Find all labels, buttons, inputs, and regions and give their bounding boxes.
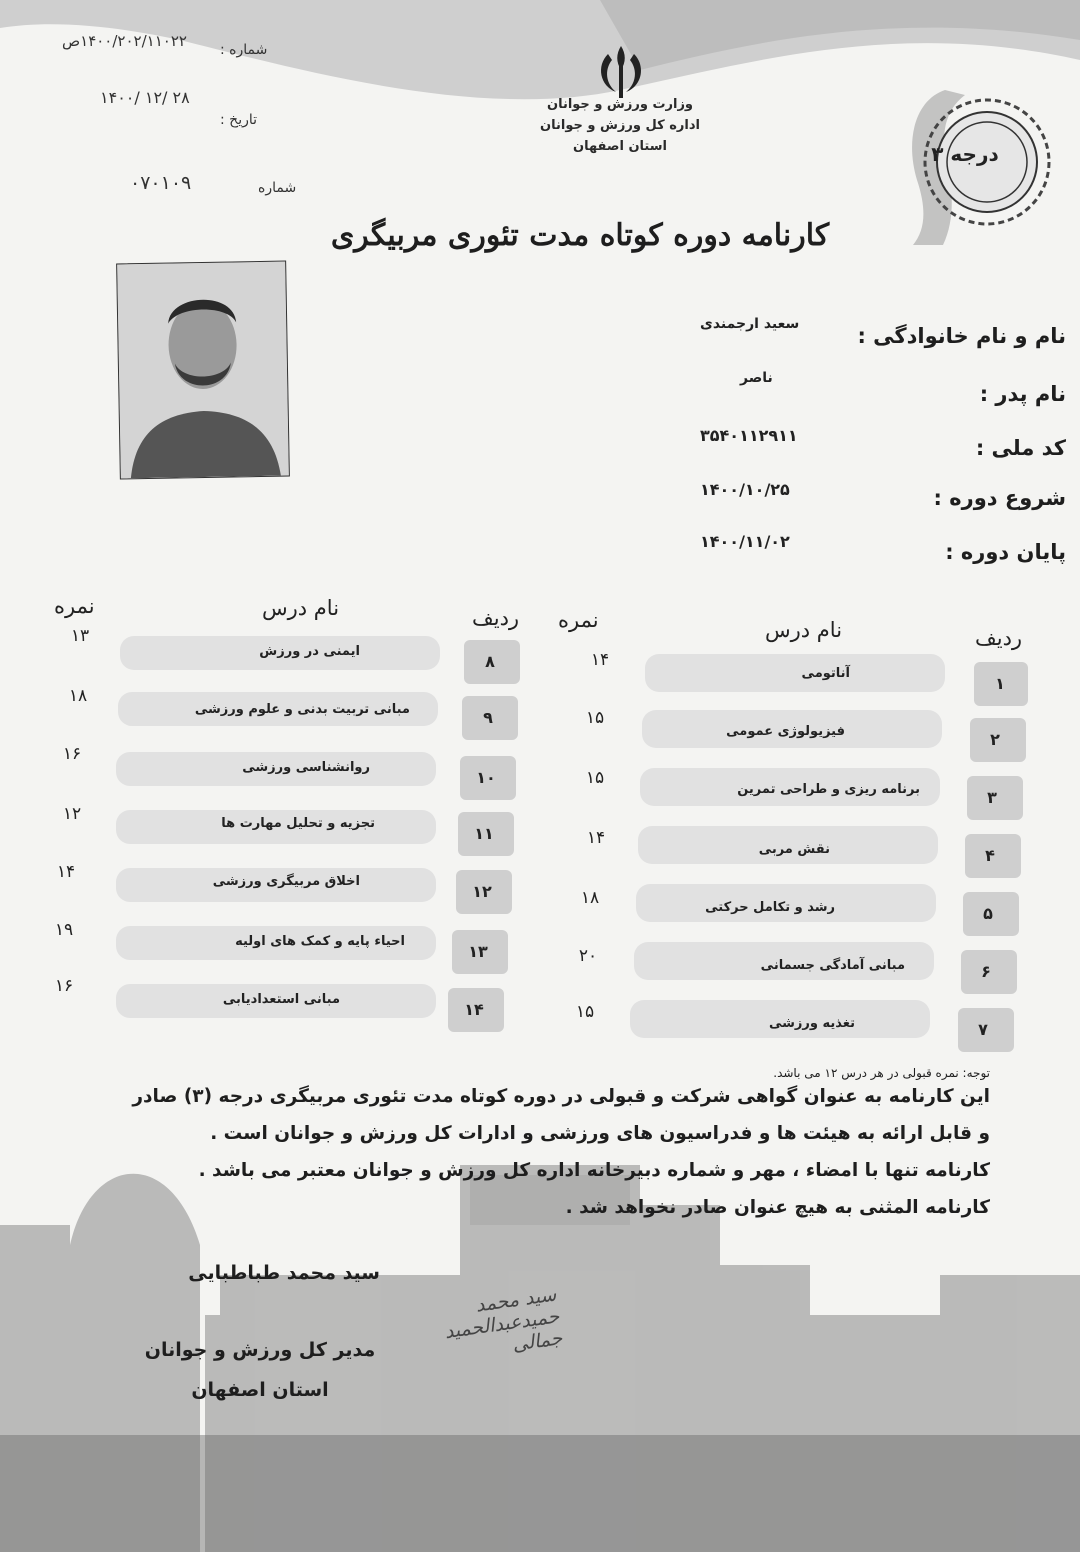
right-row-6-number: ۶ bbox=[981, 962, 991, 981]
right-grade-header: نمره bbox=[558, 608, 599, 632]
number-label: شماره : bbox=[220, 42, 268, 58]
left-row-14-number: ۱۴ bbox=[464, 1000, 484, 1019]
right-row-6-grade: ۲۰ bbox=[578, 946, 598, 966]
left-grade-header: نمره bbox=[54, 594, 95, 618]
right-row-5-course: رشد و تکامل حرکتی bbox=[705, 900, 835, 915]
right-course-header: نام درس bbox=[765, 618, 843, 642]
right-row-3-course: برنامه ریزی و طراحی تمرین bbox=[737, 782, 920, 797]
seal-degree-text: درجه ۳ bbox=[931, 142, 999, 166]
passing-grade-note: توجه: نمره قبولی در هر درس ۱۲ می باشد. bbox=[773, 1066, 990, 1080]
left-row-14-course: مبانی استعدادیابی bbox=[222, 992, 340, 1007]
right-row-5-number: ۵ bbox=[983, 904, 993, 923]
handwritten-signature: سید محمد حمیدعبدالحمید جمالی bbox=[443, 1283, 564, 1356]
name-value: سعید ارجمندی bbox=[700, 316, 800, 332]
left-row-14-grade: ۱۶ bbox=[54, 976, 74, 996]
left-row-13-number: ۱۳ bbox=[468, 942, 488, 961]
signatory-name: سید محمد طباطبایی bbox=[188, 1262, 380, 1284]
right-row-1-number: ۱ bbox=[995, 674, 1005, 693]
left-row-header: ردیف bbox=[472, 606, 520, 630]
left-row-13-course: احیاء پایه و کمک های اولیه bbox=[235, 934, 405, 949]
right-row-5-grade: ۱۸ bbox=[580, 888, 600, 908]
left-row-10-grade: ۱۶ bbox=[62, 744, 82, 764]
right-row-7-number: ۷ bbox=[978, 1020, 988, 1039]
right-row-7-grade: ۱۵ bbox=[575, 1002, 595, 1022]
signatory-role-line-1: مدیر کل ورزش و جوانان bbox=[144, 1339, 376, 1361]
ministry-heading bbox=[530, 94, 710, 157]
left-row-8-course: ایمنی در ورزش bbox=[259, 644, 360, 659]
statement-line-4: کارنامه المثنی به هیچ عنوان صادر نخواهد شد . bbox=[565, 1197, 990, 1218]
ministry-line-2: اداره کل ورزش و جوانان bbox=[540, 118, 700, 133]
right-row-header: ردیف bbox=[975, 626, 1023, 650]
left-row-13-grade: ۱۹ bbox=[54, 920, 74, 940]
right-row-6-course: مبانی آمادگی جسمانی bbox=[760, 958, 905, 973]
left-row-10-number: ۱۰ bbox=[476, 768, 496, 787]
left-row-9-course: مبانی تربیت بدنی و علوم ورزشی bbox=[194, 702, 410, 717]
right-row-3-number: ۳ bbox=[987, 788, 997, 807]
course-end-value: ۱۴۰۰/۱۱/۰۲ bbox=[700, 532, 790, 551]
course-start-value: ۱۴۰۰/۱۰/۲۵ bbox=[700, 480, 790, 499]
left-course-header: نام درس bbox=[262, 596, 340, 620]
right-row-7-course: تغذیه ورزشی bbox=[768, 1016, 855, 1031]
certificate-statement bbox=[30, 1078, 990, 1226]
left-row-9-grade: ۱۸ bbox=[68, 686, 88, 706]
father-name-value: ناصر bbox=[740, 370, 773, 386]
ministry-line-1: وزارت ورزش و جوانان bbox=[546, 97, 694, 112]
serial-value: ۰۷۰۱۰۹ bbox=[130, 172, 192, 194]
left-row-10-course: روانشناسی ورزشی bbox=[242, 760, 370, 775]
ministry-line-3: استان اصفهان bbox=[573, 139, 667, 154]
right-row-1-course: آناتومی bbox=[801, 666, 850, 681]
left-row-11-number: ۱۱ bbox=[474, 824, 494, 843]
right-row-2-number: ۲ bbox=[990, 730, 1000, 749]
left-row-9-number: ۹ bbox=[483, 708, 493, 727]
father-name-label: نام پدر : bbox=[979, 382, 1066, 406]
serial-label: شماره bbox=[258, 180, 297, 196]
date-label: تاریخ : bbox=[220, 112, 258, 128]
right-row-4-grade: ۱۴ bbox=[586, 828, 606, 848]
left-row-8-number: ۸ bbox=[485, 652, 495, 671]
national-id-label: کد ملی : bbox=[975, 436, 1066, 460]
left-row-12-number: ۱۲ bbox=[472, 882, 492, 901]
left-row-12-grade: ۱۴ bbox=[56, 862, 76, 882]
right-row-3-grade: ۱۵ bbox=[585, 768, 605, 788]
signatory-role bbox=[140, 1330, 380, 1410]
number-value: ۱۴۰۰/۲۰۲/۱۱۰۲۲ص bbox=[62, 32, 187, 50]
left-row-11-grade: ۱۲ bbox=[62, 804, 82, 824]
date-value: ۱۴۰۰/ ۱۲/ ۲۸ bbox=[100, 88, 190, 107]
certificate-title: کارنامه دوره کوتاه مدت تئوری مربیگری bbox=[330, 218, 830, 253]
left-row-11-course: تجزیه و تحلیل مهارت ها bbox=[221, 816, 375, 831]
statement-line-2: و قابل ارائه به هیئت ها و فدراسیون های ورزشی و ادارات کل ورزش و جوانان است . bbox=[210, 1123, 990, 1144]
right-row-2-course: فیزیولوژی عمومی bbox=[726, 724, 845, 739]
applicant-photo bbox=[116, 261, 290, 480]
signatory-role-line-2: استان اصفهان bbox=[191, 1379, 329, 1401]
name-label: نام و نام خانوادگی : bbox=[857, 324, 1066, 348]
right-row-4-course: نقش مربی bbox=[758, 842, 830, 857]
course-start-label: شروع دوره : bbox=[933, 486, 1066, 510]
course-end-label: پایان دوره : bbox=[945, 540, 1066, 564]
statement-line-1: این کارنامه به عنوان گواهی شرکت و قبولی در دوره کوتاه مدت تئوری مربیگری درجه (۳) صادر bbox=[132, 1086, 990, 1107]
left-row-12-course: اخلاق مربیگری ورزشی bbox=[212, 874, 360, 889]
statement-line-3: کارنامه تنها با امضاء ، مهر و شماره دبیرخانه اداره کل ورزش و جوانان معتبر می باشد . bbox=[198, 1160, 990, 1181]
right-row-1-grade: ۱۴ bbox=[590, 650, 610, 670]
national-id-value: ۳۵۴۰۱۱۲۹۱۱ bbox=[700, 426, 798, 445]
left-row-8-grade: ۱۳ bbox=[70, 626, 90, 646]
right-row-2-grade: ۱۵ bbox=[585, 708, 605, 728]
right-row-4-number: ۴ bbox=[985, 846, 995, 865]
